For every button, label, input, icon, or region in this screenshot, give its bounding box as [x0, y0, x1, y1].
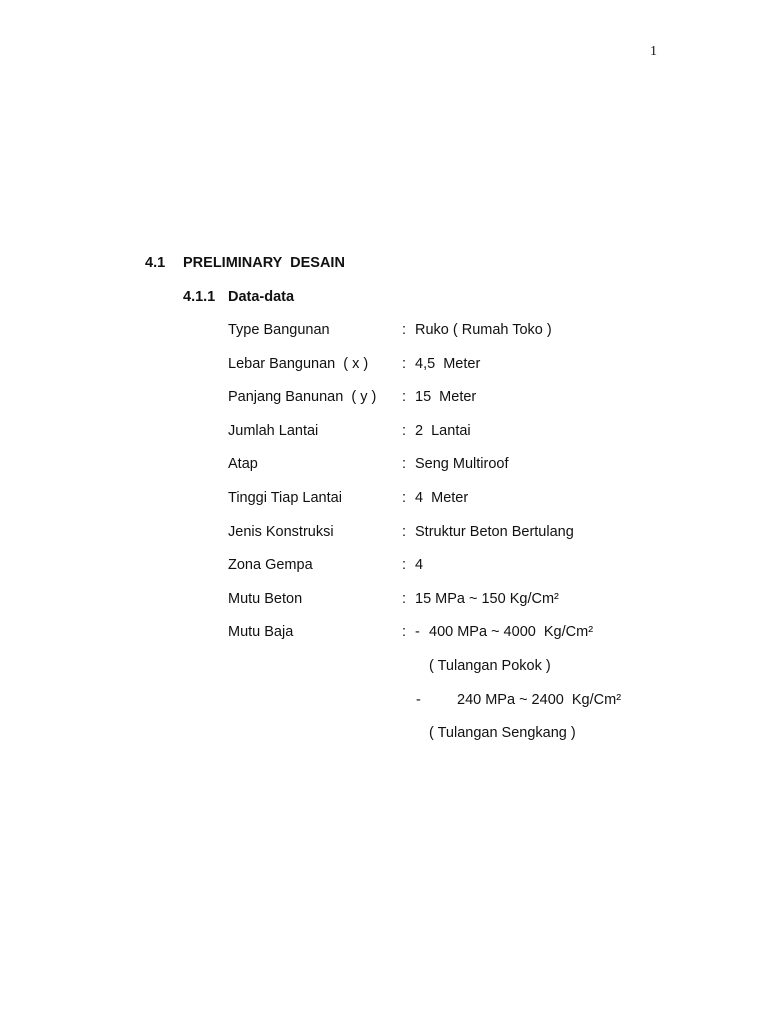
data-label: Tinggi Tiap Lantai [228, 489, 342, 506]
data-row-mutu-beton [228, 591, 688, 625]
data-row-lebar-bangunan [228, 356, 688, 390]
data-colon: : [402, 389, 407, 406]
baja-value: 400 MPa ~ 4000 Kg/Cm² [429, 624, 594, 641]
data-value: Seng Multiroof [415, 456, 509, 473]
data-value: 15 MPa ~ 150 Kg/Cm² [415, 590, 559, 607]
data-label: Jumlah Lantai [228, 422, 319, 439]
data-colon: : [402, 590, 407, 607]
data-value: Struktur Beton Bertulang [415, 523, 574, 540]
data-value: 15 Meter [415, 389, 477, 406]
data-row-type-bangunan [228, 322, 688, 356]
data-row-baja-note [228, 658, 688, 692]
data-label: Atap [228, 456, 258, 473]
data-label: Mutu Beton [228, 590, 303, 607]
data-colon: : [402, 624, 407, 641]
data-colon: : [402, 557, 407, 574]
data-colon: : [402, 456, 407, 473]
baja-note: ( Tulangan Pokok ) [429, 657, 551, 674]
baja-note: ( Tulangan Sengkang ) [429, 725, 576, 742]
section-title: PRELIMINARY DESAIN [183, 255, 345, 271]
data-label: Type Bangunan [228, 322, 330, 338]
data-label: Lebar Bangunan ( x ) [228, 355, 369, 372]
data-value: 4 [415, 557, 424, 574]
data-row-baja-note [228, 725, 688, 759]
baja-value: 240 MPa ~ 2400 Kg/Cm² [457, 691, 622, 708]
baja-dash: - [416, 691, 421, 708]
data-value: 2 Lantai [415, 422, 471, 439]
data-row-tinggi-tiap-lantai [228, 490, 688, 524]
section-number: 4.1 [145, 255, 166, 271]
data-value: Ruko ( Rumah Toko ) [415, 322, 552, 338]
data-label: Zona Gempa [228, 557, 313, 574]
data-row-atap [228, 456, 688, 490]
data-colon: : [402, 489, 407, 506]
page-number: 1 [650, 44, 657, 59]
building-data-list [228, 322, 688, 759]
baja-dash: - [415, 624, 420, 641]
subsection-title: Data-data [228, 289, 295, 305]
data-row-jenis-konstruksi [228, 524, 688, 558]
subsection-number: 4.1.1 [183, 289, 216, 305]
subsection-heading [183, 289, 294, 305]
data-row-jumlah-lantai [228, 423, 688, 457]
data-row-mutu-baja [228, 624, 688, 658]
data-value: 4,5 Meter [415, 355, 481, 372]
data-colon: : [402, 422, 407, 439]
section-heading [145, 255, 345, 271]
data-row-zona-gempa [228, 557, 688, 591]
data-colon: : [402, 523, 407, 540]
data-row-baja-second [228, 692, 688, 726]
data-label: Jenis Konstruksi [228, 523, 334, 540]
data-row-panjang-bangunan [228, 389, 688, 423]
data-label: Panjang Banunan ( y ) [228, 389, 377, 406]
data-colon: : [402, 322, 407, 338]
data-colon: : [402, 355, 407, 372]
data-label: Mutu Baja [228, 624, 294, 641]
data-value: 4 Meter [415, 489, 469, 506]
